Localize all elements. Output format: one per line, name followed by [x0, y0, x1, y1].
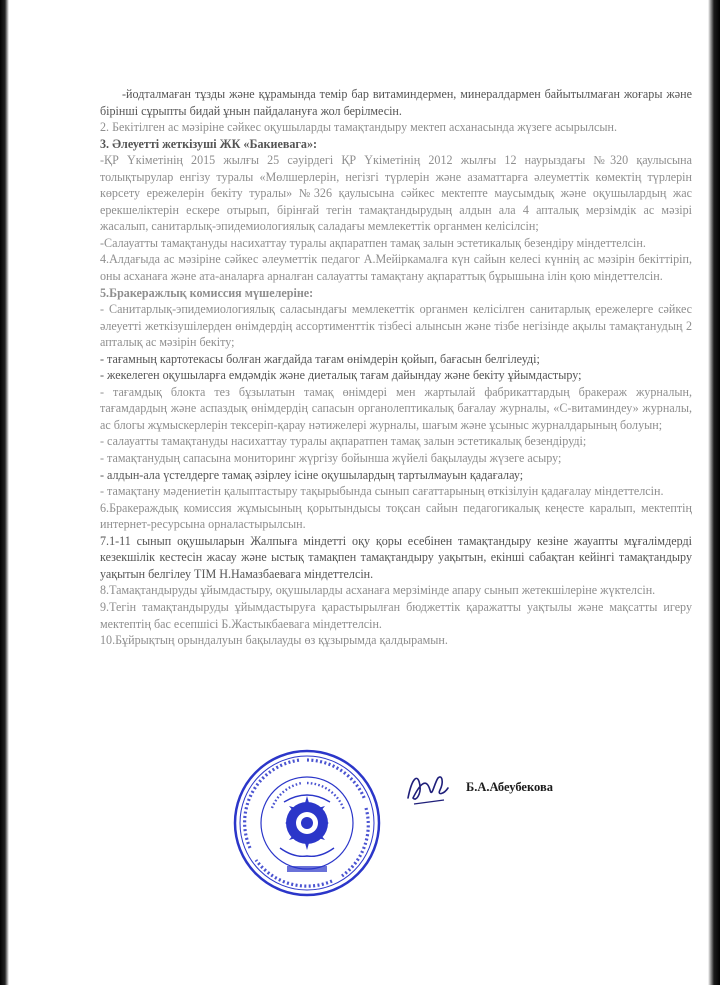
signatory-name: Б.А.Абеубекова: [466, 780, 553, 794]
paragraph-item-5-monitoring: - тамақтанудың сапасына мониторинг жүргізу бойынша жүйелі бақылауды жүзеге асыру;: [100, 451, 562, 466]
paragraph-item-5-journals: - тағамдық блокта тез бұзылатын тамақ өнімдері мен жартылай фабрикаттардың бракераж журналын, тағамдардың және аспаздық өнімдердің сапасын органолептикалық бағалау журналы, «С-витаминдеу» журналы, ас блогы жұмыскерлерін тексеріп-қарау нәтижелері журналы, шағым және ұсыныс журналдарының болуын;: [100, 384, 692, 432]
scan-edge-right: [708, 0, 720, 985]
paragraph-item-9: 9.Тегін тамақтандыруды ұйымдастыруға қарастырылған бюджеттік қаражатты уақтылы және мақсатты игеру мектептің бас есепшісі Б.Жастыкбаевага міндеттелсін.: [100, 599, 692, 631]
paragraph-item-3-heading: 3. Әлеуетті жеткізуші ЖК «Бакиевага»:: [100, 136, 318, 151]
paragraph-item-5-hall-decor: - салауатты тамақтануды насихаттау туралы ақпаратпен тамақ залын эстетикалық безендіруді;: [100, 434, 587, 449]
paragraph-item-10: 10.Бұйрықтың орындалуын бақылауды өз құзырымда қалдырамын.: [100, 633, 448, 648]
paragraph-item-5-tables: - алдын-ала үстелдерге тамақ әзірлеу ісіне оқушылардың тартылмауын қадағалау;: [100, 467, 524, 482]
scan-edge-left: [0, 0, 9, 985]
paragraph-item-5-diet: - жекелеген оқушыларға емдәмдік және диеталық тағам дайындау және бекіту ұйымдастыру;: [100, 368, 582, 383]
handwritten-signature: [404, 768, 450, 810]
paragraph-item-4: 4.Алдағыда ас мәзіріне сәйкес әлеуметтік педагог А.Мейіркамалға күн сайын келесі күннің ас мәзірін бекіттіріп, оны асханаға және ата-аналарға арналған салауатты тамақтану ақпараттық бұрышына ілін қою міндеттелсін.: [100, 252, 692, 284]
paragraph-item-3-menu: -ҚР Үкіметінің 2015 жылғы 25 сәуірдегі ҚР Үкіметінің 2012 жылғы 12 наурыздағы №320 қаулысына толықтырулар енгізу туралы «Мөлшерлерін, негізгі түрлерін және азаматтарға әлеуметтік көмектің түрлерін көрсету ережелерін бекіту туралы» №326 қаулысына сәйкес мектепте маусымдық және оқушылардың жас ерекшеліктерін ескере отырып, бірінғай тегін тамақтандырудың алдын ала 4 апталық мерзімдік ас мәзірі жасалып, санитарлық-эпидемиологиялық саладағы мемлекеттік органмен келісілсін;: [100, 153, 692, 234]
paragraph-item-5-assortment: - Санитарлық-эпидемиологиялық саласындағы мемлекеттік органмен келісілген санитарлық ережелерге сәйкес әлеуетті жеткізушілерден өнімдердің ассортименттік тізбесі алынсын және тізбе негізінде ақылы тамақтанудың 2 апталық ас мәзірін бекіту;: [100, 302, 692, 350]
official-seal-stamp: [232, 748, 382, 898]
paragraph-item-5-cardfile: - тағамның картотекасы болған жағдайда тағам өнімдерін қойып, бағасын белгілеуді;: [100, 351, 540, 366]
paragraph-item-8: 8.Тамақтандыруды ұйымдастыру, оқушыларды асханаға мерзімінде апару сынып жетекшілеріне жүктелсін.: [100, 583, 656, 598]
paragraph-item-3-decor: -Салауатты тамақтануды насихаттау туралы ақпаратпен тамақ залын эстетикалық безендіру міндеттелсін.: [100, 235, 646, 250]
document-body: [100, 86, 692, 649]
paragraph-item-5-heading: 5.Бракеражлық комиссия мүшелеріне:: [100, 285, 314, 300]
paragraph-item-7: 7.1-11 сынып оқушыларын Жалпыға міндетті оқу қоры есебінен тамақтандыру кезіне жауапты мұғалімдерді кезекшілік кестесін жасау және ыстық тамақпен тамақтандыру уақытын, екінші сабақтан кейінгі тамақтандыру уақытын белгілеу ТІМ Н.Намазбаевага міндеттелсін.: [100, 533, 692, 581]
paragraph-flour-restriction: -йодталмаған тұзды және құрамында темір бар витаминдермен, минералдармен байытылмаған жоғары және бірінші сұрыпты бидай ұнын пайдалануға жол берілмесін.: [100, 87, 692, 118]
paragraph-item-6: 6.Бракераждық комиссия жұмысының қорытындысы тоқсан сайын педагогикалық кеңесте каралып, мектептің интернет-ресурсына орналастырылсын.: [100, 500, 692, 532]
paragraph-item-2: 2. Бекітілген ас мәзіріне сәйкес оқушыларды тамақтандыру мектеп асханасында жүзеге асырылсын.: [100, 120, 618, 135]
paragraph-item-5-culture: - тамақтану мәдениетін қалыптастыру тақырыбында сынып сағаттарының өткізілуін қадағалау міндеттелсін.: [100, 484, 664, 499]
